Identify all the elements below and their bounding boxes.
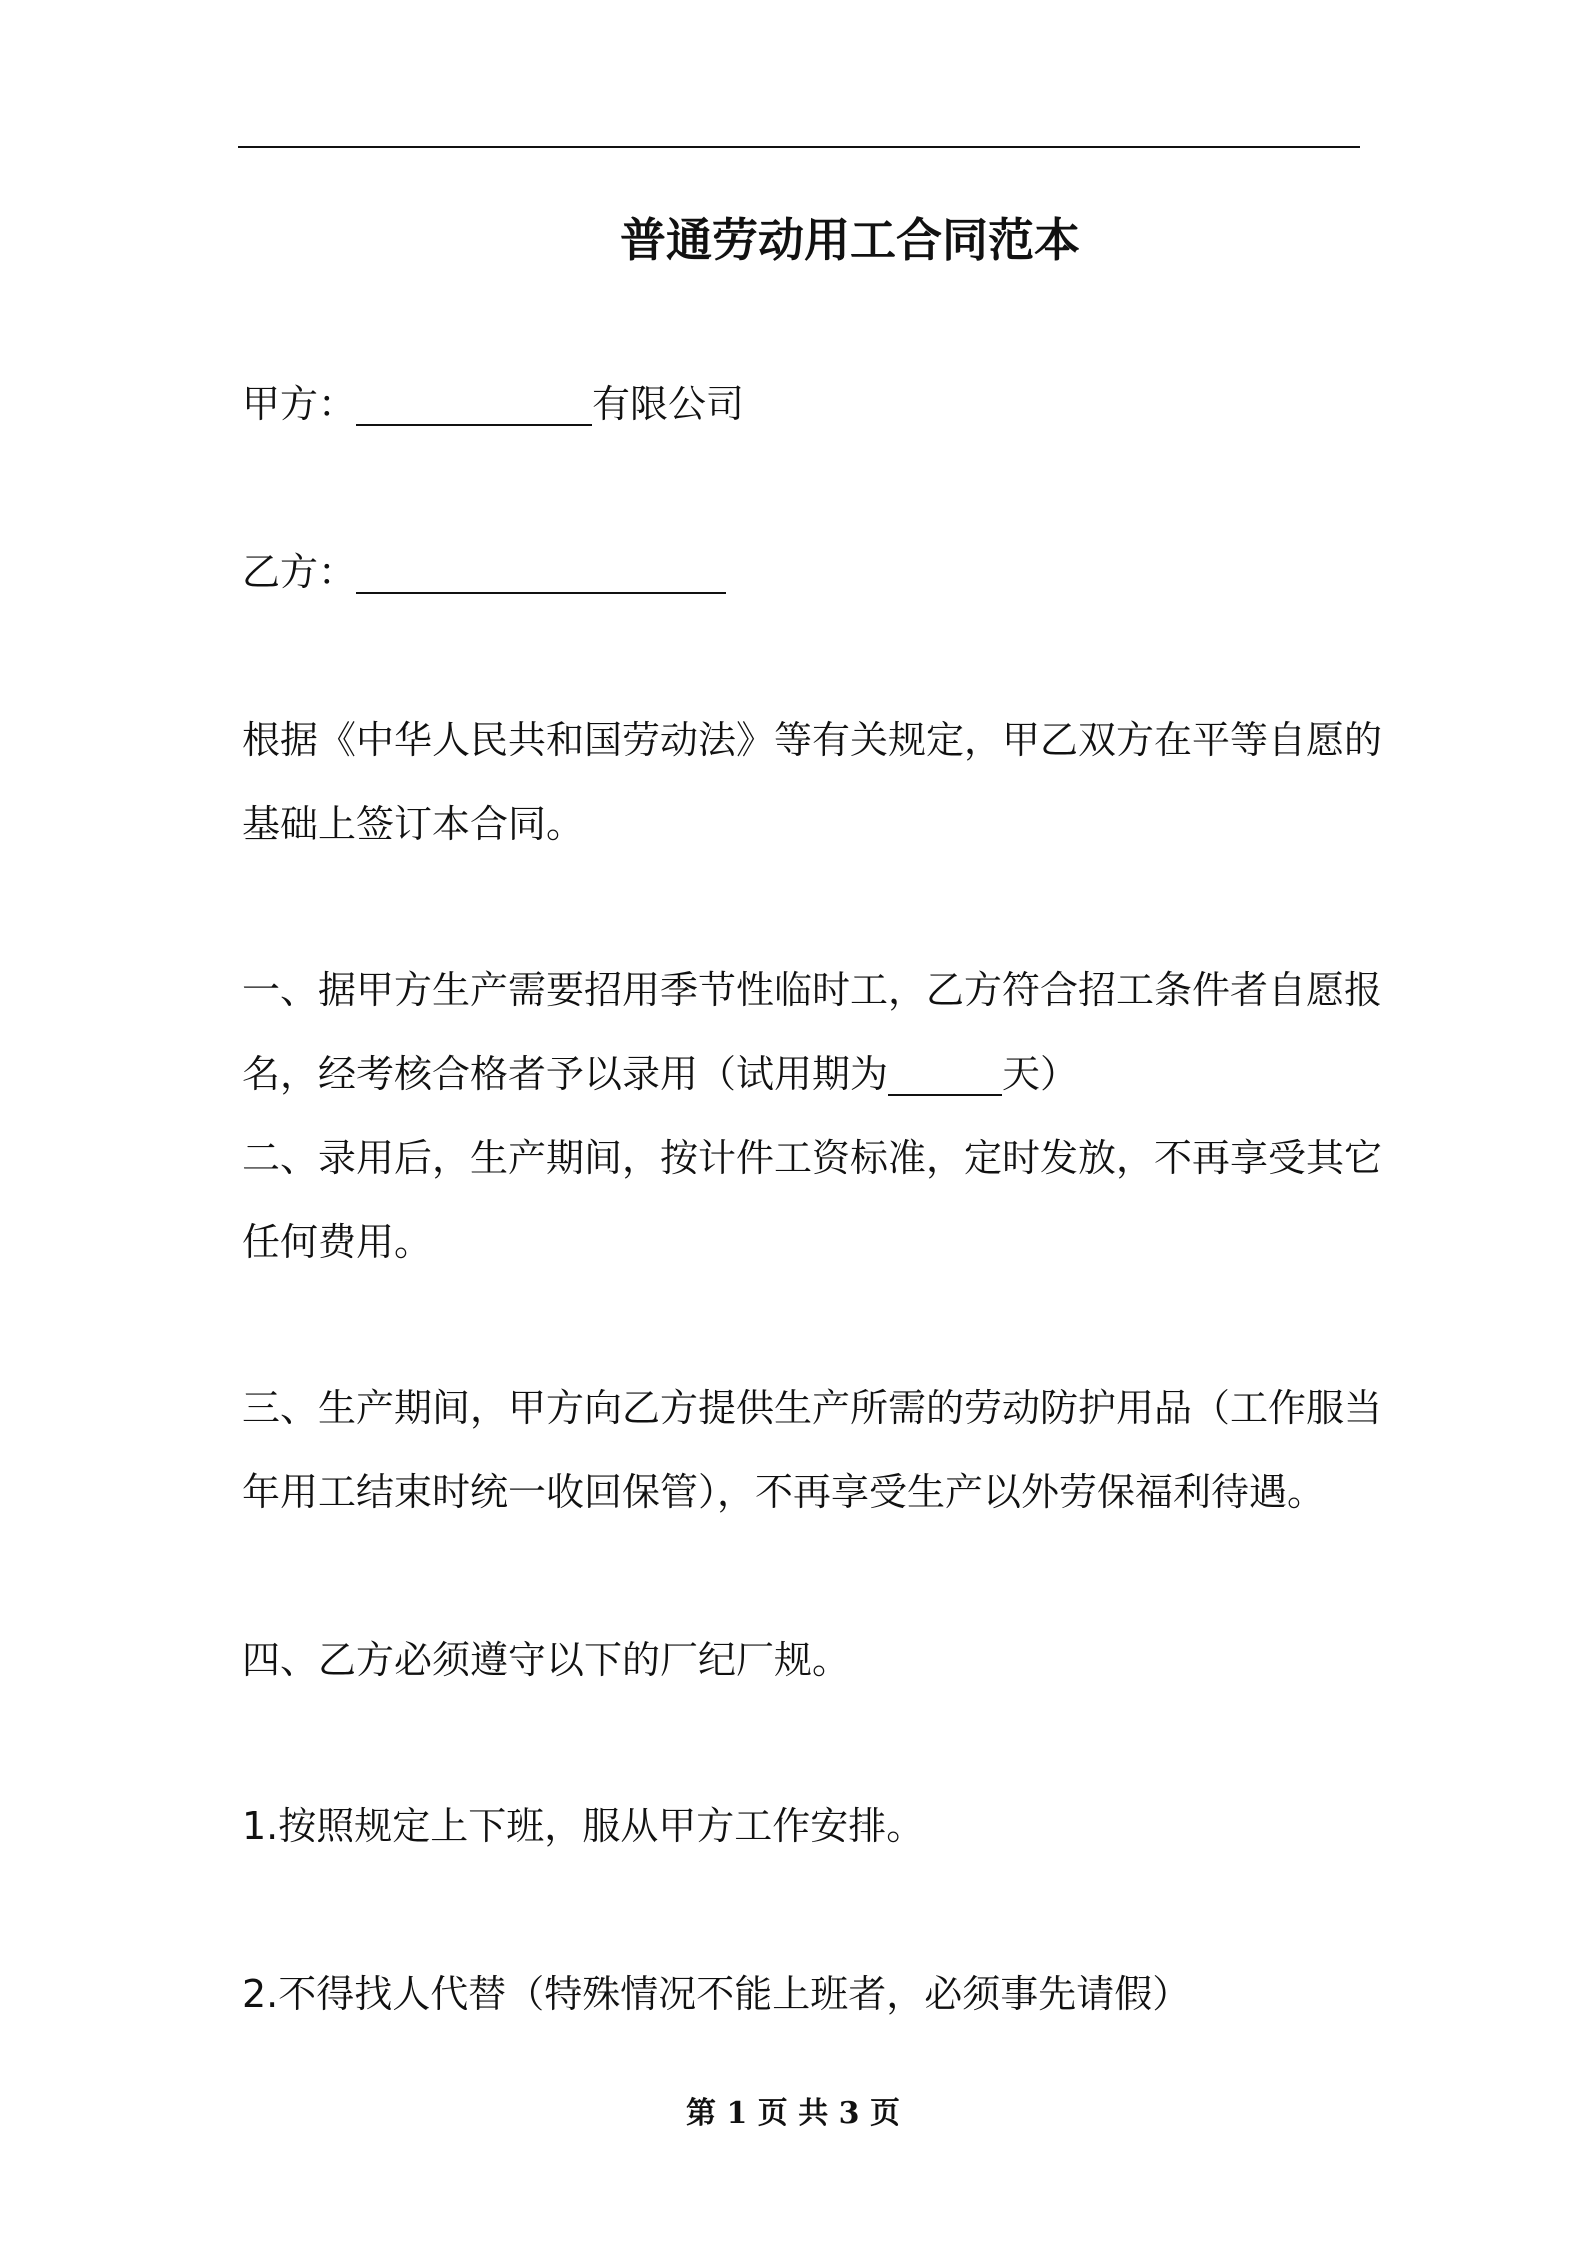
page-prefix: 第 bbox=[685, 2096, 716, 2131]
page-current: 1 bbox=[726, 2096, 748, 2131]
page-number bbox=[0, 2094, 1586, 2134]
preamble-line-1: 根据《中华人民共和国劳动法》等有关规定，甲乙双方在平等自愿的 bbox=[242, 718, 1383, 762]
clause-1-text-end: 天） bbox=[1002, 1052, 1079, 1096]
party-b-line bbox=[242, 542, 726, 602]
clause-1-line-1: 一、据甲方生产需要招用季节性临时工，乙方符合招工条件者自愿报 bbox=[242, 968, 1383, 1012]
preamble-line-2: 基础上签订本合同。 bbox=[242, 802, 585, 846]
page-total: 3 bbox=[838, 2096, 860, 2131]
probation-days-blank bbox=[888, 1054, 1002, 1096]
clause-2-line-2: 任何费用。 bbox=[242, 1220, 433, 1264]
header-rule bbox=[238, 146, 1360, 148]
rule-1-line: 1.按照规定上下班，服从甲方工作安排。 bbox=[242, 1804, 925, 1848]
clause-3-line-1: 三、生产期间，甲方向乙方提供生产所需的劳动防护用品（工作服当 bbox=[242, 1386, 1383, 1430]
document-title: 普通劳动用工合同范本 bbox=[620, 213, 1080, 267]
rule-2-line: 2.不得找人代替（特殊情况不能上班者，必须事先请假） bbox=[242, 1972, 1191, 2016]
clause-2-line-1: 二、录用后，生产期间，按计件工资标准，定时发放，不再享受其它 bbox=[242, 1136, 1383, 1180]
clause-1-text: 名，经考核合格者予以录用（试用期为 bbox=[242, 1052, 889, 1096]
party-a-blank bbox=[356, 384, 592, 426]
party-a-suffix: 有限公司 bbox=[592, 382, 745, 426]
page-mid: 页 共 bbox=[757, 2096, 829, 2131]
clause-4-line: 四、乙方必须遵守以下的厂纪厂规。 bbox=[242, 1638, 851, 1682]
page-suffix: 页 bbox=[870, 2096, 900, 2131]
title-block bbox=[0, 204, 1586, 276]
party-b-blank bbox=[356, 552, 726, 594]
party-a-line bbox=[242, 374, 744, 434]
clause-1-line-2 bbox=[242, 1044, 1078, 1104]
party-b-label: 乙方： bbox=[242, 550, 357, 594]
party-a-label: 甲方： bbox=[242, 382, 357, 426]
clause-3-line-2: 年用工结束时统一收回保管），不再享受生产以外劳保福利待遇。 bbox=[242, 1470, 1326, 1514]
